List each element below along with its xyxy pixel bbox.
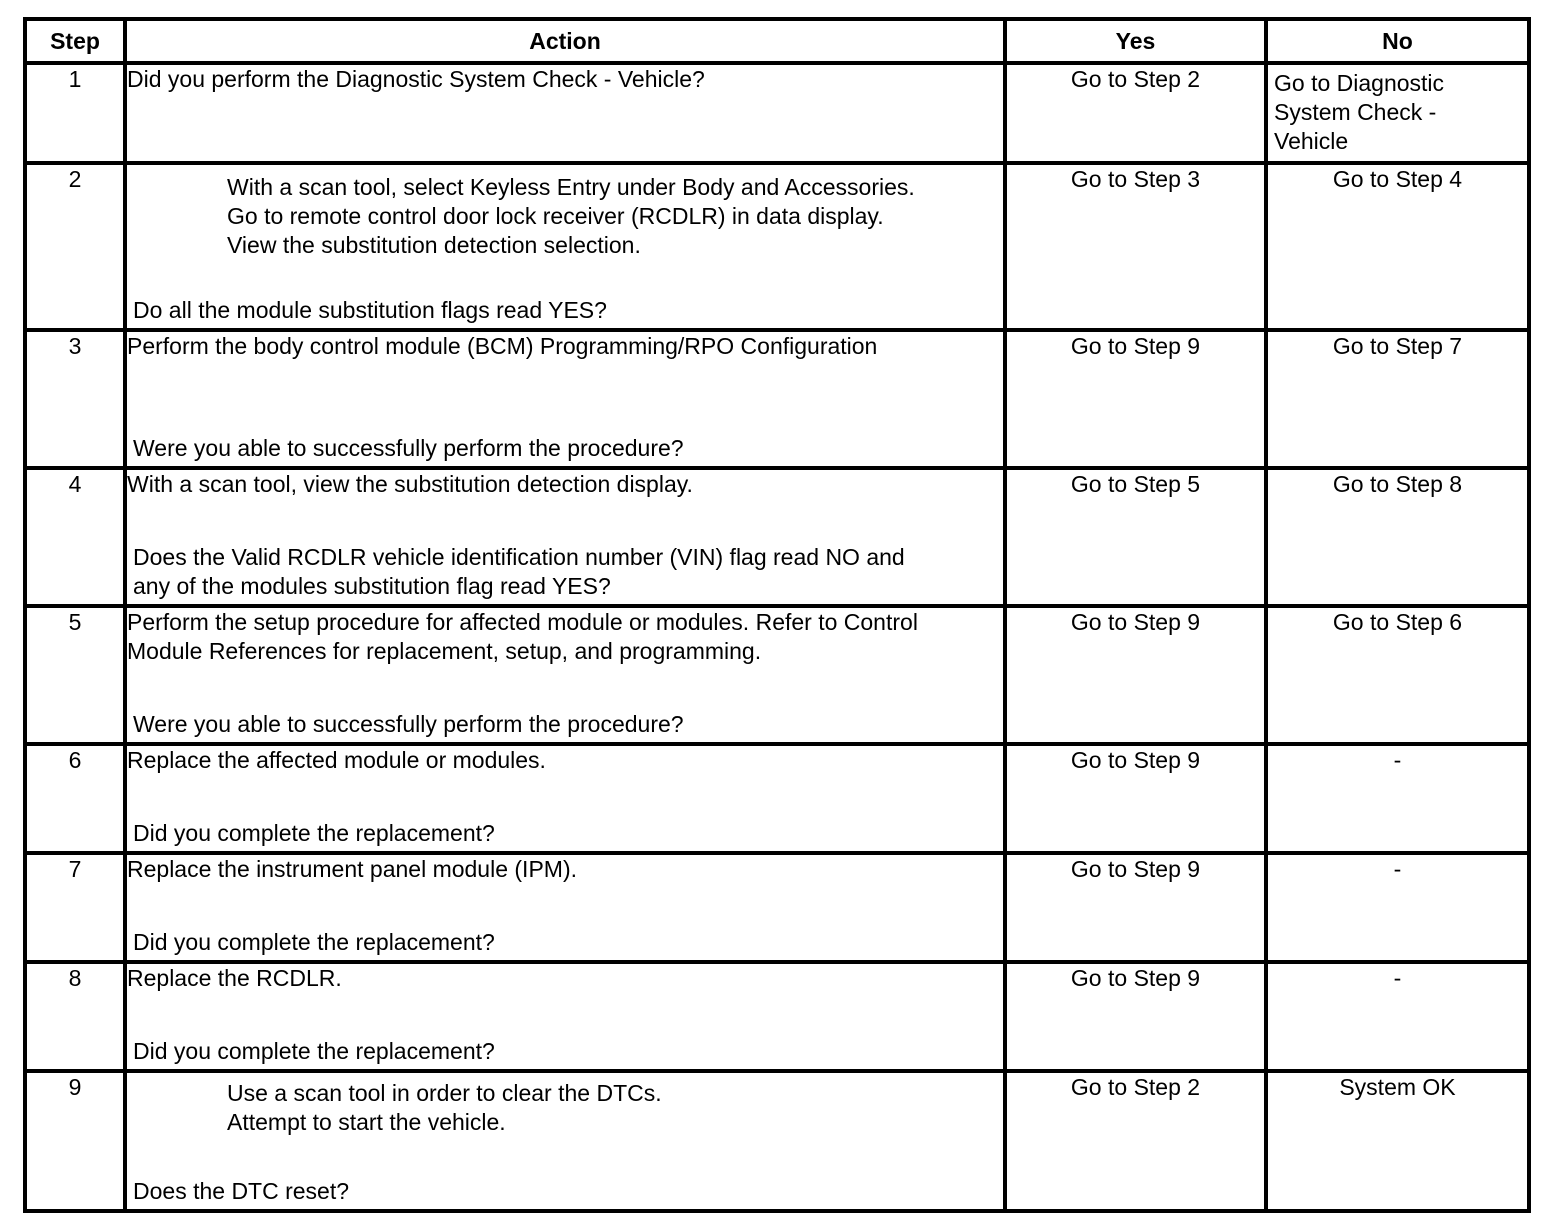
no-cell: Go to Step 8 — [1266, 468, 1529, 606]
step-number: 6 — [25, 744, 125, 853]
step-number: 2 — [25, 163, 125, 330]
step-number: 5 — [25, 606, 125, 744]
action-cell — [125, 853, 1005, 962]
yes-cell: Go to Step 2 — [1005, 63, 1266, 163]
header-step: Step — [25, 19, 125, 63]
question-text: Were you able to successfully perform the procedure? — [133, 711, 684, 737]
action-text: Did you perform the Diagnostic System Check - Vehicle? — [127, 66, 705, 92]
instruction-item: Go to remote control door lock receiver (RCDLR) in data display. — [227, 203, 884, 229]
step-number: 7 — [25, 853, 125, 962]
no-text: System Check - — [1274, 99, 1437, 125]
question-text — [133, 543, 997, 601]
table-header-row — [25, 19, 1529, 63]
question-line: any of the modules substitution flag read YES? — [133, 573, 611, 599]
table-row — [25, 468, 1529, 606]
no-cell: Go to Step 7 — [1266, 330, 1529, 468]
step-number: 4 — [25, 468, 125, 606]
no-cell: - — [1266, 962, 1529, 1071]
instruction-list — [127, 173, 1003, 260]
action-cell — [125, 744, 1005, 853]
yes-cell: Go to Step 9 — [1005, 330, 1266, 468]
table-row — [25, 962, 1529, 1071]
no-cell: Go to Step 4 — [1266, 163, 1529, 330]
no-cell — [1266, 63, 1529, 163]
instruction-list — [127, 1079, 1003, 1137]
action-cell — [125, 468, 1005, 606]
no-cell: Go to Step 6 — [1266, 606, 1529, 744]
action-text: Perform the setup procedure for affected module or modules. Refer to Control — [127, 609, 918, 635]
question-text: Do all the module substitution flags read YES? — [133, 297, 607, 323]
action-cell — [125, 330, 1005, 468]
action-cell — [125, 606, 1005, 744]
action-cell — [125, 962, 1005, 1071]
action-text: Replace the RCDLR. — [127, 965, 342, 991]
no-cell: System OK — [1266, 1071, 1529, 1211]
table-row — [25, 330, 1529, 468]
table-row — [25, 1071, 1529, 1211]
action-cell — [125, 1071, 1005, 1211]
action-cell — [125, 63, 1005, 163]
instruction-item: With a scan tool, select Keyless Entry under Body and Accessories. — [227, 174, 915, 200]
step-number: 1 — [25, 63, 125, 163]
header-no: No — [1266, 19, 1529, 63]
action-text: Replace the instrument panel module (IPM). — [127, 856, 577, 882]
step-number: 3 — [25, 330, 125, 468]
action-cell — [125, 163, 1005, 330]
diagnostic-table — [23, 17, 1531, 1213]
header-action: Action — [125, 19, 1005, 63]
yes-cell: Go to Step 9 — [1005, 606, 1266, 744]
action-text: Module References for replacement, setup, and programming. — [127, 638, 762, 664]
yes-cell: Go to Step 2 — [1005, 1071, 1266, 1211]
action-text: Perform the body control module (BCM) Programming/RPO Configuration — [127, 333, 878, 359]
question-line: Does the Valid RCDLR vehicle identification number (VIN) flag read NO and — [133, 544, 905, 570]
table-row — [25, 63, 1529, 163]
table-row — [25, 606, 1529, 744]
yes-cell: Go to Step 9 — [1005, 853, 1266, 962]
step-number: 8 — [25, 962, 125, 1071]
action-text: With a scan tool, view the substitution detection display. — [127, 471, 693, 497]
yes-cell: Go to Step 9 — [1005, 744, 1266, 853]
yes-cell: Go to Step 3 — [1005, 163, 1266, 330]
yes-cell: Go to Step 9 — [1005, 962, 1266, 1071]
yes-cell: Go to Step 5 — [1005, 468, 1266, 606]
table-row — [25, 163, 1529, 330]
table-row — [25, 744, 1529, 853]
instruction-item: View the substitution detection selection. — [227, 232, 641, 258]
no-text: Go to Diagnostic — [1274, 70, 1445, 96]
instruction-item: Use a scan tool in order to clear the DTCs. — [227, 1080, 662, 1106]
question-text: Did you complete the replacement? — [133, 929, 495, 955]
table-row — [25, 853, 1529, 962]
question-text: Were you able to successfully perform the procedure? — [133, 435, 684, 461]
instruction-item: Attempt to start the vehicle. — [227, 1109, 506, 1135]
no-cell: - — [1266, 853, 1529, 962]
question-text: Did you complete the replacement? — [133, 820, 495, 846]
no-text: Vehicle — [1274, 128, 1349, 154]
question-text: Did you complete the replacement? — [133, 1038, 495, 1064]
header-yes: Yes — [1005, 19, 1266, 63]
no-cell: - — [1266, 744, 1529, 853]
question-text: Does the DTC reset? — [133, 1178, 350, 1204]
action-text: Replace the affected module or modules. — [127, 747, 546, 773]
step-number: 9 — [25, 1071, 125, 1211]
